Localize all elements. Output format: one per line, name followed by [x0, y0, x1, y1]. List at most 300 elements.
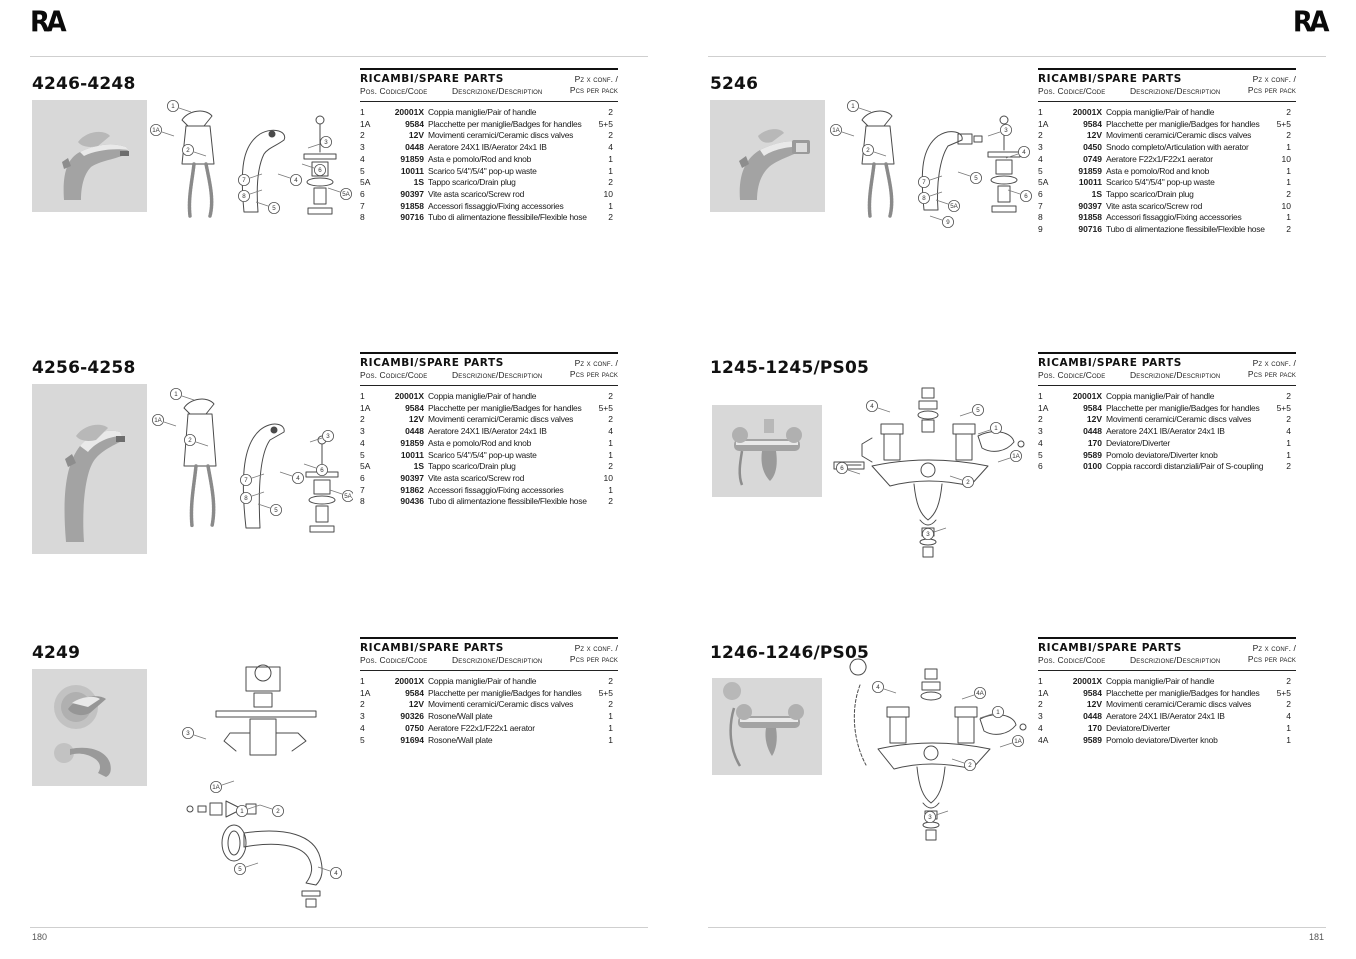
- product-photo: [712, 405, 822, 497]
- callout-label: 1: [240, 808, 244, 816]
- row-pos: 8: [360, 212, 365, 223]
- table-rows: [360, 676, 618, 746]
- callout-label: 2: [966, 479, 970, 487]
- row-pos: 3: [1038, 142, 1043, 153]
- callout-leader-line: [162, 132, 174, 136]
- row-pos: 1: [1038, 107, 1043, 117]
- row-pos: 1A: [360, 118, 371, 129]
- row-code: 20001X: [394, 107, 424, 117]
- table-header: [360, 357, 618, 381]
- diagram-callouts: [182, 727, 341, 878]
- row-code: 0749: [1083, 153, 1102, 164]
- callout-leader-line: [930, 216, 942, 220]
- callout-label: 1: [171, 103, 175, 111]
- row-qty: 1: [1286, 165, 1291, 176]
- callout-leader-line: [934, 528, 946, 532]
- tall-basin-mixer-photo-art: [32, 384, 147, 554]
- table-row: [1038, 154, 1296, 166]
- row-description: Vite asta scarico/Screw rod: [1106, 200, 1203, 211]
- table-row: [1038, 676, 1296, 688]
- row-code: 12V: [408, 414, 424, 425]
- row-pos: 5: [1038, 449, 1043, 460]
- row-description: Placchette per maniglie/Badges for handles: [428, 687, 582, 698]
- table-header: [1038, 73, 1296, 97]
- wall-mixer-photo-art: [32, 669, 147, 786]
- callout-label: 5: [272, 205, 276, 213]
- table-rows: [1038, 676, 1296, 746]
- row-pos: 4: [1038, 722, 1043, 733]
- row-code: 90716: [1078, 224, 1102, 235]
- brand-logo-right: RA: [1292, 6, 1326, 40]
- row-qty: 1: [608, 711, 613, 722]
- row-pos: 2: [360, 699, 365, 710]
- callout-leader-line: [246, 863, 258, 867]
- row-pos: 5A: [360, 177, 371, 188]
- callout-label: 2: [188, 437, 192, 445]
- row-description: Movimenti ceramici/Ceramic discs valves: [1106, 414, 1252, 425]
- row-code: 9584: [1083, 687, 1102, 698]
- table-row: [1038, 201, 1296, 213]
- table-row: [1038, 403, 1296, 415]
- row-description: Coppia maniglie/Pair of handle: [428, 676, 537, 686]
- row-code: 90716: [400, 212, 424, 223]
- callout-leader-line: [308, 144, 320, 148]
- table-row: [1038, 414, 1296, 426]
- row-qty: 1: [608, 165, 613, 176]
- callout-label: 4: [870, 403, 874, 411]
- row-description: Placchette per maniglie/Badges for handles: [428, 118, 582, 129]
- callout-label: 3: [1004, 127, 1008, 135]
- table-row: [360, 735, 618, 747]
- row-qty: 2: [608, 496, 613, 507]
- table-row: [1038, 142, 1296, 154]
- row-description: Coppia maniglie/Pair of handle: [1106, 676, 1215, 686]
- product-photo: [32, 384, 147, 554]
- row-description: Coppia raccordi distanziali/Pair of S-coupling: [1106, 461, 1264, 472]
- row-description: Movimenti ceramici/Ceramic discs valves: [428, 130, 574, 141]
- callout-label: 4: [334, 870, 338, 878]
- callout-label: 3: [324, 139, 328, 147]
- row-code: 90397: [1078, 200, 1102, 211]
- table-row: [1038, 735, 1296, 747]
- product-section-4246-4248: [30, 68, 648, 348]
- row-qty: 5+5: [598, 402, 613, 413]
- callout-label: 2: [186, 147, 190, 155]
- exploded-diagram: [828, 376, 1038, 564]
- row-qty: 1: [1286, 449, 1291, 460]
- callout-label: 5: [976, 407, 980, 415]
- row-qty: 2: [608, 212, 613, 223]
- row-code: 9584: [1083, 402, 1102, 413]
- callout-label: 7: [922, 179, 926, 187]
- callout-leader-line: [252, 474, 264, 478]
- row-pos: 7: [360, 484, 365, 495]
- table-row: [360, 473, 618, 485]
- table-row: [360, 177, 618, 189]
- table-row: [360, 688, 618, 700]
- row-qty: 2: [608, 130, 613, 141]
- callout-label: 7: [244, 477, 248, 485]
- callout-leader-line: [330, 490, 342, 494]
- row-code: 12V: [408, 699, 424, 710]
- spare-parts-table: [360, 637, 618, 746]
- row-code: 20001X: [394, 391, 424, 401]
- table-title: RICAMBI/SPARE PARTS: [1038, 642, 1182, 654]
- row-qty: 4: [608, 426, 613, 437]
- row-description: Scarico 5/4"/5/4" pop-up waste: [1106, 177, 1215, 188]
- row-description: Aeratore 24X1 IB/Aerator 24x1 IB: [428, 426, 547, 437]
- callout-leader-line: [878, 408, 890, 412]
- callout-label: 7: [242, 177, 246, 185]
- row-pos: 3: [1038, 711, 1043, 722]
- callout-label: 4A: [976, 690, 984, 698]
- row-qty: 1: [1286, 177, 1291, 188]
- table-row: [1038, 189, 1296, 201]
- callout-leader-line: [250, 190, 262, 194]
- col-description: Descrizione/Description: [452, 86, 543, 96]
- row-pos: 1: [360, 676, 365, 686]
- table-row: [360, 711, 618, 723]
- col-qty-line2: Pcs per pack: [1247, 85, 1296, 95]
- col-pos-code: Pos. Codice/Code: [360, 370, 428, 380]
- bidet-mixer-photo-art: [710, 100, 825, 212]
- row-description: Placchette per maniglie/Badges for handles: [1106, 118, 1260, 129]
- row-qty: 2: [608, 461, 613, 472]
- row-description: Tappo scarico/Drain plug: [428, 177, 516, 188]
- table-title: RICAMBI/SPARE PARTS: [360, 642, 504, 654]
- table-row: [1038, 107, 1296, 119]
- row-pos: 3: [360, 142, 365, 153]
- row-description: Aeratore F22x1/F22x1 aerator: [1106, 153, 1213, 164]
- table-row: [360, 212, 618, 224]
- row-description: Scarico 5/4"/5/4" pop-up waste: [428, 165, 537, 176]
- callout-label: 9: [946, 219, 950, 227]
- table-row: [360, 107, 618, 119]
- row-pos: 1: [360, 391, 365, 401]
- callout-label: 1: [994, 425, 998, 433]
- col-description: Descrizione/Description: [452, 370, 543, 380]
- row-qty: 2: [608, 699, 613, 710]
- row-description: Accessori fissaggio/Fixing accessories: [428, 484, 564, 495]
- row-code: 10011: [400, 449, 424, 460]
- diagram-callouts: [152, 388, 353, 515]
- callout-label: 3: [186, 730, 190, 738]
- row-pos: 1: [1038, 676, 1043, 686]
- exploded-diagram: [828, 657, 1038, 849]
- table-row: [360, 699, 618, 711]
- row-code: 20001X: [1072, 391, 1102, 401]
- row-description: Aeratore 24X1 IB/Aerator 24x1 IB: [428, 142, 547, 153]
- table-row: [1038, 461, 1296, 473]
- row-pos: 4: [360, 722, 365, 733]
- table-row: [1038, 688, 1296, 700]
- row-code: 10011: [400, 165, 424, 176]
- table-row: [1038, 224, 1296, 236]
- row-pos: 6: [360, 188, 365, 199]
- callout-leader-line: [980, 714, 992, 718]
- row-code: 91859: [1078, 165, 1102, 176]
- product-section-4256-4258: [30, 352, 648, 632]
- callout-label: 6: [318, 167, 322, 175]
- row-code: 1S: [413, 461, 424, 472]
- callout-label: 2: [968, 762, 972, 770]
- table-header-rule: [360, 101, 618, 102]
- callout-leader-line: [222, 781, 234, 785]
- table-title: RICAMBI/SPARE PARTS: [1038, 357, 1182, 369]
- row-qty: 1: [608, 722, 613, 733]
- exploded-diagram: [158, 659, 353, 911]
- callout-leader-line: [962, 695, 974, 699]
- row-qty: 4: [1286, 426, 1291, 437]
- row-code: 0750: [405, 722, 424, 733]
- table-row: [1038, 438, 1296, 450]
- row-description: Pomolo deviatore/Diverter knob: [1106, 449, 1218, 460]
- row-pos: 2: [360, 130, 365, 141]
- col-qty-line1: Pz x conf. /: [1252, 358, 1296, 368]
- table-row: [360, 723, 618, 735]
- callout-label: 5A: [950, 203, 958, 211]
- callout-label: 3: [928, 814, 932, 822]
- callout-label: 8: [922, 195, 926, 203]
- row-code: 91858: [400, 200, 424, 211]
- row-code: 9584: [405, 118, 424, 129]
- callout-label: 1: [996, 709, 1000, 717]
- row-description: Pomolo deviatore/Diverter knob: [1106, 734, 1218, 745]
- row-code: 12V: [1086, 699, 1102, 710]
- row-description: Rosone/Wall plate: [428, 711, 493, 722]
- row-code: 12V: [1086, 414, 1102, 425]
- callout-leader-line: [252, 492, 264, 496]
- col-description: Descrizione/Description: [1130, 655, 1221, 665]
- table-row: [360, 485, 618, 497]
- row-code: 91859: [400, 153, 424, 164]
- row-code: 12V: [408, 130, 424, 141]
- table-row: [1038, 711, 1296, 723]
- row-qty: 1: [1286, 437, 1291, 448]
- row-description: Snodo completo/Articulation with aerator: [1106, 142, 1249, 153]
- bath-shower-mixer-photo-art: [712, 678, 822, 775]
- row-pos: 7: [360, 200, 365, 211]
- row-pos: 2: [1038, 699, 1043, 710]
- callout-leader-line: [318, 867, 330, 871]
- table-row: [360, 154, 618, 166]
- callout-leader-line: [842, 132, 854, 136]
- table-title: RICAMBI/SPARE PARTS: [360, 73, 504, 85]
- row-description: Deviatore/Diverter: [1106, 722, 1170, 733]
- row-code: 0448: [1083, 711, 1102, 722]
- table-header-rule: [1038, 670, 1296, 671]
- row-qty: 2: [1286, 391, 1291, 401]
- table-row: [1038, 391, 1296, 403]
- callout-leader-line: [998, 458, 1010, 462]
- row-pos: 7: [1038, 200, 1043, 211]
- header-rule-right: [708, 56, 1326, 57]
- callout-label: 2: [276, 808, 280, 816]
- row-pos: 4: [360, 153, 365, 164]
- table-row: [360, 496, 618, 508]
- row-pos: 2: [1038, 414, 1043, 425]
- row-code: 20001X: [1072, 107, 1102, 117]
- row-qty: 1: [608, 734, 613, 745]
- row-pos: 6: [1038, 188, 1043, 199]
- row-description: Accessori fissaggio/Fixing accessories: [1106, 212, 1242, 223]
- row-qty: 1: [1286, 722, 1291, 733]
- row-qty: 1: [1286, 734, 1291, 745]
- row-pos: 4: [1038, 153, 1043, 164]
- callout-leader-line: [278, 174, 290, 178]
- callout-leader-line: [874, 152, 886, 156]
- spare-parts-table: [360, 68, 618, 224]
- row-qty: 2: [608, 177, 613, 188]
- table-header: [360, 642, 618, 666]
- col-qty-line1: Pz x conf. /: [1252, 643, 1296, 653]
- callout-label: 1A: [154, 417, 162, 425]
- table-header: [1038, 642, 1296, 666]
- row-description: Rosone/Wall plate: [428, 734, 493, 745]
- table-row: [1038, 119, 1296, 131]
- callout-label: 5: [974, 175, 978, 183]
- row-code: 0448: [405, 142, 424, 153]
- row-description: Deviatore/Diverter: [1106, 437, 1170, 448]
- row-qty: 2: [1286, 676, 1291, 686]
- callout-label: 1A: [1012, 453, 1020, 461]
- spare-parts-table: [1038, 68, 1296, 236]
- row-qty: 2: [1286, 414, 1291, 425]
- row-code: 9584: [405, 687, 424, 698]
- col-pos-code: Pos. Codice/Code: [1038, 655, 1106, 665]
- row-description: Movimenti ceramici/Ceramic discs valves: [428, 414, 574, 425]
- row-code: 1S: [413, 177, 424, 188]
- callout-leader-line: [859, 108, 871, 112]
- callout-label: 5: [238, 866, 242, 874]
- row-qty: 4: [608, 142, 613, 153]
- callout-leader-line: [958, 172, 970, 176]
- callout-leader-line: [182, 396, 194, 400]
- callout-label: 4: [1022, 149, 1026, 157]
- row-description: Asta e pomolo/Rod and knob: [1106, 165, 1210, 176]
- row-code: 9584: [1083, 118, 1102, 129]
- callout-label: 1A: [212, 784, 220, 792]
- spare-parts-table: [1038, 352, 1296, 473]
- row-description: Placchette per maniglie/Badges for handles: [1106, 402, 1260, 413]
- callout-leader-line: [848, 470, 860, 474]
- row-code: 90326: [400, 711, 424, 722]
- row-code: 90397: [400, 472, 424, 483]
- row-description: Movimenti ceramici/Ceramic discs valves: [428, 699, 574, 710]
- callout-label: 1A: [152, 127, 160, 135]
- callout-leader-line: [250, 174, 262, 178]
- row-qty: 10: [1281, 200, 1291, 211]
- table-header: [1038, 357, 1296, 381]
- table-rows: [1038, 391, 1296, 473]
- table-header-rule: [360, 385, 618, 386]
- row-pos: 1: [1038, 391, 1043, 401]
- callout-leader-line: [194, 152, 206, 156]
- row-pos: 5A: [1038, 177, 1049, 188]
- row-qty: 1: [608, 484, 613, 495]
- product-title: 4246-4248: [32, 74, 136, 94]
- exploded-diagram: [148, 378, 353, 556]
- row-code: 10011: [1078, 177, 1102, 188]
- table-row: [1038, 177, 1296, 189]
- row-code: 0448: [1083, 426, 1102, 437]
- callout-label: 1: [174, 391, 178, 399]
- row-description: Accessori fissaggio/Fixing accessories: [428, 200, 564, 211]
- table-row: [360, 676, 618, 688]
- row-qty: 10: [603, 188, 613, 199]
- row-qty: 2: [608, 414, 613, 425]
- row-code: 170: [1087, 722, 1102, 733]
- col-qty-line1: Pz x conf. /: [1252, 74, 1296, 84]
- row-qty: 1: [608, 153, 613, 164]
- basin-mixer-photo-art: [32, 100, 147, 212]
- callout-leader-line: [960, 412, 972, 416]
- header-rule-left: [30, 56, 648, 57]
- row-qty: 1: [1286, 142, 1291, 153]
- row-code: 0100: [1083, 461, 1102, 472]
- exploded-diagram: [148, 90, 353, 235]
- table-rows: [1038, 107, 1296, 236]
- callout-leader-line: [179, 108, 191, 112]
- row-code: 0448: [405, 426, 424, 437]
- callout-label: 1: [851, 103, 855, 111]
- diagram-callouts: [830, 100, 1031, 227]
- table-rows: [360, 107, 618, 224]
- table-title: RICAMBI/SPARE PARTS: [1038, 73, 1182, 85]
- row-pos: 8: [1038, 212, 1043, 223]
- product-title: 4256-4258: [32, 358, 136, 378]
- row-qty: 1: [608, 449, 613, 460]
- row-qty: 1: [1286, 212, 1291, 223]
- callout-leader-line: [952, 759, 964, 763]
- table-row: [1038, 426, 1296, 438]
- row-qty: 2: [608, 391, 613, 401]
- row-description: Vite asta scarico/Screw rod: [428, 188, 525, 199]
- product-section-1245: [708, 352, 1326, 632]
- col-qty-line1: Pz x conf. /: [574, 74, 618, 84]
- row-code: 91694: [400, 734, 424, 745]
- callout-leader-line: [280, 472, 292, 476]
- callout-leader-line: [196, 442, 208, 446]
- callout-leader-line: [260, 805, 272, 809]
- table-row: [360, 201, 618, 213]
- row-pos: 9: [1038, 224, 1043, 235]
- row-description: Tubo di alimentazione flessibile/Flexible hose: [428, 496, 587, 507]
- table-header-rule: [360, 670, 618, 671]
- row-qty: 2: [1286, 188, 1291, 199]
- col-qty-line2: Pcs per pack: [1247, 369, 1296, 379]
- callout-leader-line: [950, 476, 962, 480]
- row-pos: 4A: [1038, 734, 1049, 745]
- row-code: 170: [1087, 437, 1102, 448]
- callout-leader-line: [194, 735, 206, 739]
- product-title: 4249: [32, 643, 81, 663]
- row-qty: 2: [608, 676, 613, 686]
- row-pos: 8: [360, 496, 365, 507]
- row-qty: 5+5: [1276, 687, 1291, 698]
- table-row: [360, 142, 618, 154]
- table-row: [360, 426, 618, 438]
- table-row: [1038, 450, 1296, 462]
- row-pos: 6: [1038, 461, 1043, 472]
- row-code: 20001X: [394, 676, 424, 686]
- row-code: 91859: [400, 437, 424, 448]
- row-pos: 1A: [360, 402, 371, 413]
- row-description: Aeratore F22x1/F22x1 aerator: [428, 722, 535, 733]
- callout-leader-line: [1000, 743, 1012, 747]
- page-number-left: 180: [32, 932, 48, 942]
- callout-leader-line: [164, 422, 176, 426]
